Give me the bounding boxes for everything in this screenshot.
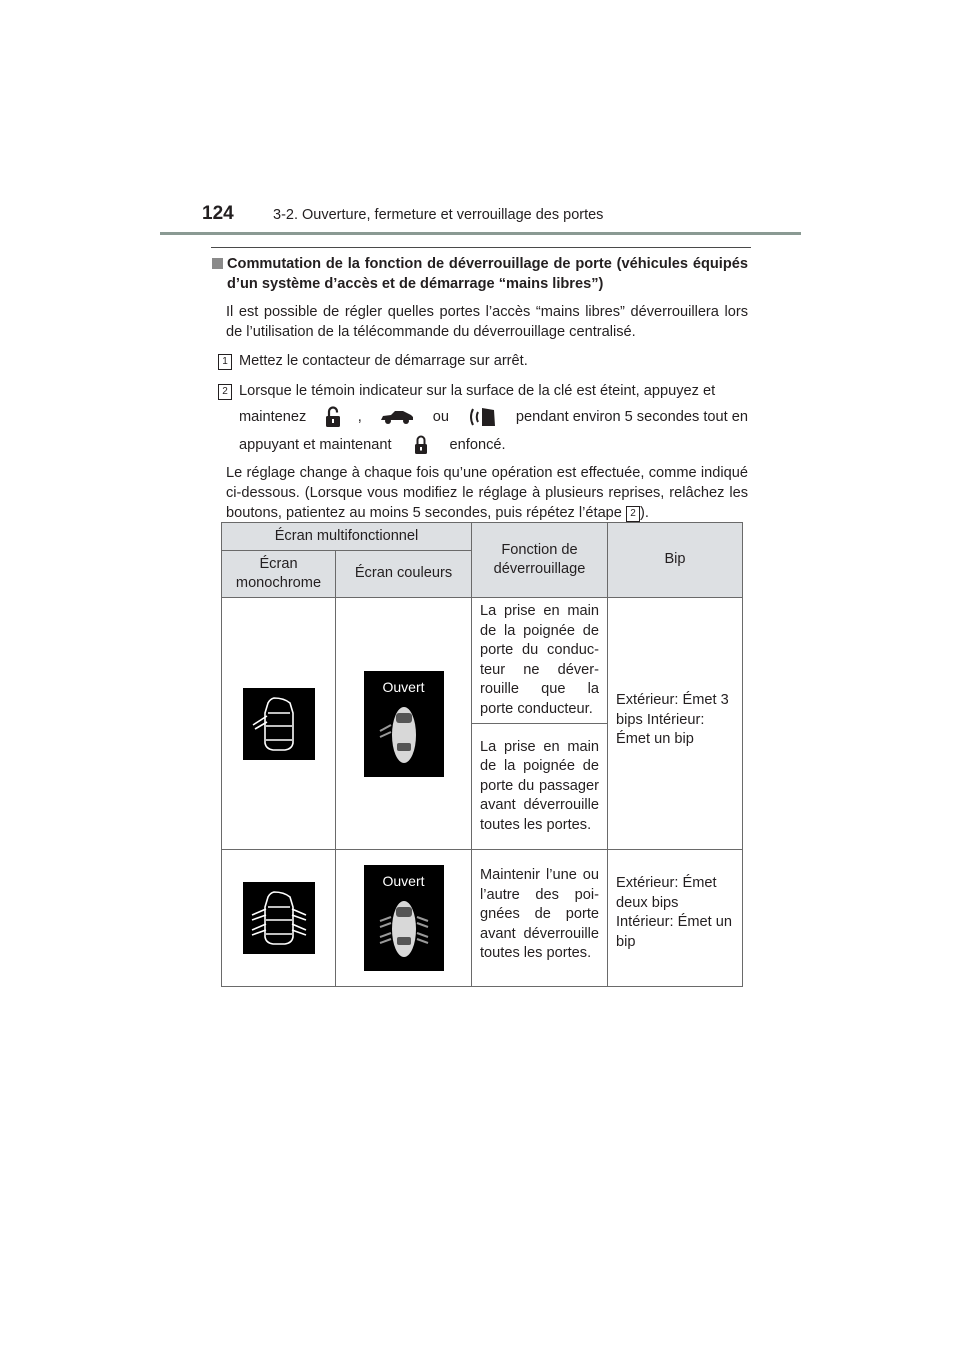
mono-all-doors-icon (243, 882, 315, 954)
car-top-view-all-doors-icon (364, 887, 444, 971)
header-monochrome: Écran monochrome (222, 551, 336, 598)
car-trunk-icon (380, 410, 414, 424)
color-screen-cell-1 (336, 598, 472, 850)
header-unlock-function: Fonction de déverrouillage (472, 523, 608, 598)
color-screen-cell-2 (336, 850, 472, 987)
unlock-settings-table (221, 522, 743, 987)
function-hold-handle-cell: Maintenir l’une ou l’autre des poignées de porte avant déverrouille toutes les portes. (472, 850, 608, 987)
function-passenger-all-cell: La prise en main de la poignée de porte du passager avant déverrouille toutes les portes. (472, 724, 608, 850)
note-paragraph: Le réglage change à chaque fois qu’une opération est effectuée, comme indiqué ci-dessous. (Lorsque vous modifiez le réglage à plusieurs reprises, relâchez les boutons, patientez au moins 5 secondes, puis répétez l’étape 2 ). (226, 465, 748, 521)
mono-screen-cell-1 (222, 598, 336, 850)
header-multi-display: Écran multifonctionnel (222, 523, 472, 551)
page-number: 124 (202, 203, 234, 224)
square-bullet-icon (212, 258, 223, 269)
padlock-open-icon (325, 406, 341, 428)
function-driver-only-cell: La prise en main de la poignée de porte du conducteur ne déverrouille que la porte conducteur. (472, 598, 608, 724)
beep-cell-2: Extérieur: Émet deux bips Intérieur: Émet un bip (608, 850, 743, 987)
step-ref-2: 2 (626, 506, 640, 522)
padlock-closed-icon (414, 435, 428, 455)
mono-screen-cell-2 (222, 850, 336, 987)
header-color: Écran couleurs (336, 551, 472, 598)
section-content (212, 254, 748, 523)
intro-paragraph: Il est possible de régler quelles portes l’accès “mains libres” déverrouillera lors de l’utilisation de la télécommande du déverrouillage centralisé. (226, 304, 748, 340)
step-number-1: 1 (218, 354, 232, 370)
beep-cell-1: Extérieur: Émet 3 bips Intérieur: Émet un bip (608, 598, 743, 850)
section-heading: Commutation de la fonction de déverrouillage de porte (véhicules équipés d’un système d’accès et de démarrage “mains libres”) (212, 254, 748, 294)
mono-driver-door-icon (243, 688, 315, 760)
step-number-2: 2 (218, 384, 232, 400)
screen-label-ouvert: Ouvert (382, 678, 425, 695)
header-rule (160, 232, 801, 235)
car-top-view-icon (364, 693, 444, 777)
chapter-title: 3-2. Ouverture, fermeture et verrouillage des portes (273, 207, 604, 223)
screen-label-ouvert: Ouvert (382, 873, 425, 889)
section-rule (211, 247, 751, 248)
header-beep: Bip (608, 523, 743, 598)
step-1: 1 Mettez le contacteur de démarrage sur arrêt. (239, 351, 748, 371)
color-screen-1 (364, 671, 444, 777)
color-screen-2 (364, 865, 444, 971)
power-door-icon (467, 406, 497, 428)
step-2: 2 Lorsque le témoin indicateur sur la surface de la clé est éteint, appuyez et maintenez , ou pendant environ 5 secondes tout en appuyant et maintenant enfoncé. (239, 381, 748, 459)
